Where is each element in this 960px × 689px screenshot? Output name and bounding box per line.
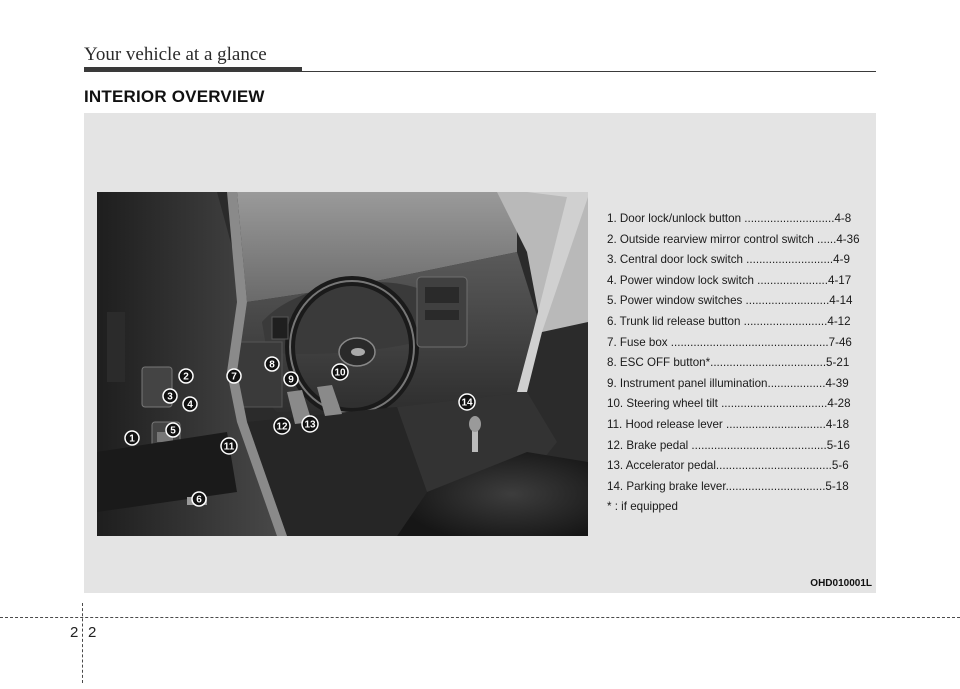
svg-text:3: 3: [167, 391, 173, 403]
legend-item: 10. Steering wheel tilt .................................4-28: [607, 397, 851, 411]
legend-item: 7. Fuse box .................................................7-46: [607, 335, 852, 349]
svg-text:8: 8: [269, 359, 275, 371]
figure-code: OHD010001L: [810, 578, 872, 589]
marker-8: [265, 357, 279, 371]
legend-item: 11. Hood release lever ...............................4-18: [607, 417, 850, 431]
footer-rule-horizontal: [0, 617, 960, 618]
svg-text:5: 5: [170, 425, 176, 437]
legend-item: 12. Brake pedal ..........................................5-16: [607, 438, 850, 452]
legend-item: 14. Parking brake lever...............................5-18: [607, 479, 849, 493]
figure-panel: [84, 113, 876, 593]
svg-text:11: 11: [223, 441, 235, 453]
marker-11: [221, 438, 237, 454]
page-section-number: 2: [70, 624, 79, 641]
component-legend: [607, 209, 867, 518]
legend-item: 8. ESC OFF button*....................................5-21: [607, 356, 850, 370]
legend-item: 4. Power window lock switch ......................4-17: [607, 273, 852, 287]
legend-item: 13. Accelerator pedal....................................5-6: [607, 459, 849, 473]
interior-photo: [97, 192, 588, 536]
legend-item: 6. Trunk lid release button ..........................4-12: [607, 314, 851, 328]
legend-footnote: * : if equipped: [607, 500, 678, 514]
header-rule: [84, 71, 876, 72]
svg-text:13: 13: [304, 419, 316, 431]
running-header: Your vehicle at a glance: [84, 44, 267, 65]
marker-4: [183, 397, 197, 411]
marker-9: [284, 372, 298, 386]
marker-13: [302, 416, 318, 432]
svg-text:7: 7: [231, 371, 237, 383]
interior-illustration: [97, 192, 588, 536]
marker-12: [274, 418, 290, 434]
marker-6: [192, 492, 206, 506]
footer-rule-vertical: [82, 603, 83, 683]
svg-text:1: 1: [129, 433, 135, 445]
legend-item: 1. Door lock/unlock button ............................4-8: [607, 212, 852, 225]
section-title: INTERIOR OVERVIEW: [84, 87, 265, 106]
legend-item: 5. Power window switches ..........................4-14: [607, 294, 853, 308]
marker-10: [332, 364, 348, 380]
marker-5: [166, 423, 180, 437]
svg-text:14: 14: [461, 397, 473, 409]
marker-14: [459, 394, 475, 410]
svg-text:4: 4: [187, 399, 193, 411]
legend-item: 9. Instrument panel illumination..................4-39: [607, 376, 849, 390]
marker-1: [125, 431, 139, 445]
page-number: 2: [88, 624, 97, 641]
legend-item: 2. Outside rearview mirror control switch ......4-36: [607, 232, 860, 246]
marker-3: [163, 389, 177, 403]
marker-2: [179, 369, 193, 383]
legend-item: 3. Central door lock switch ...........................4-9: [607, 253, 850, 267]
svg-text:9: 9: [288, 374, 294, 386]
svg-text:10: 10: [334, 367, 346, 379]
svg-text:12: 12: [276, 421, 288, 433]
svg-text:2: 2: [183, 371, 189, 383]
svg-text:6: 6: [196, 494, 202, 506]
marker-7: [227, 369, 241, 383]
